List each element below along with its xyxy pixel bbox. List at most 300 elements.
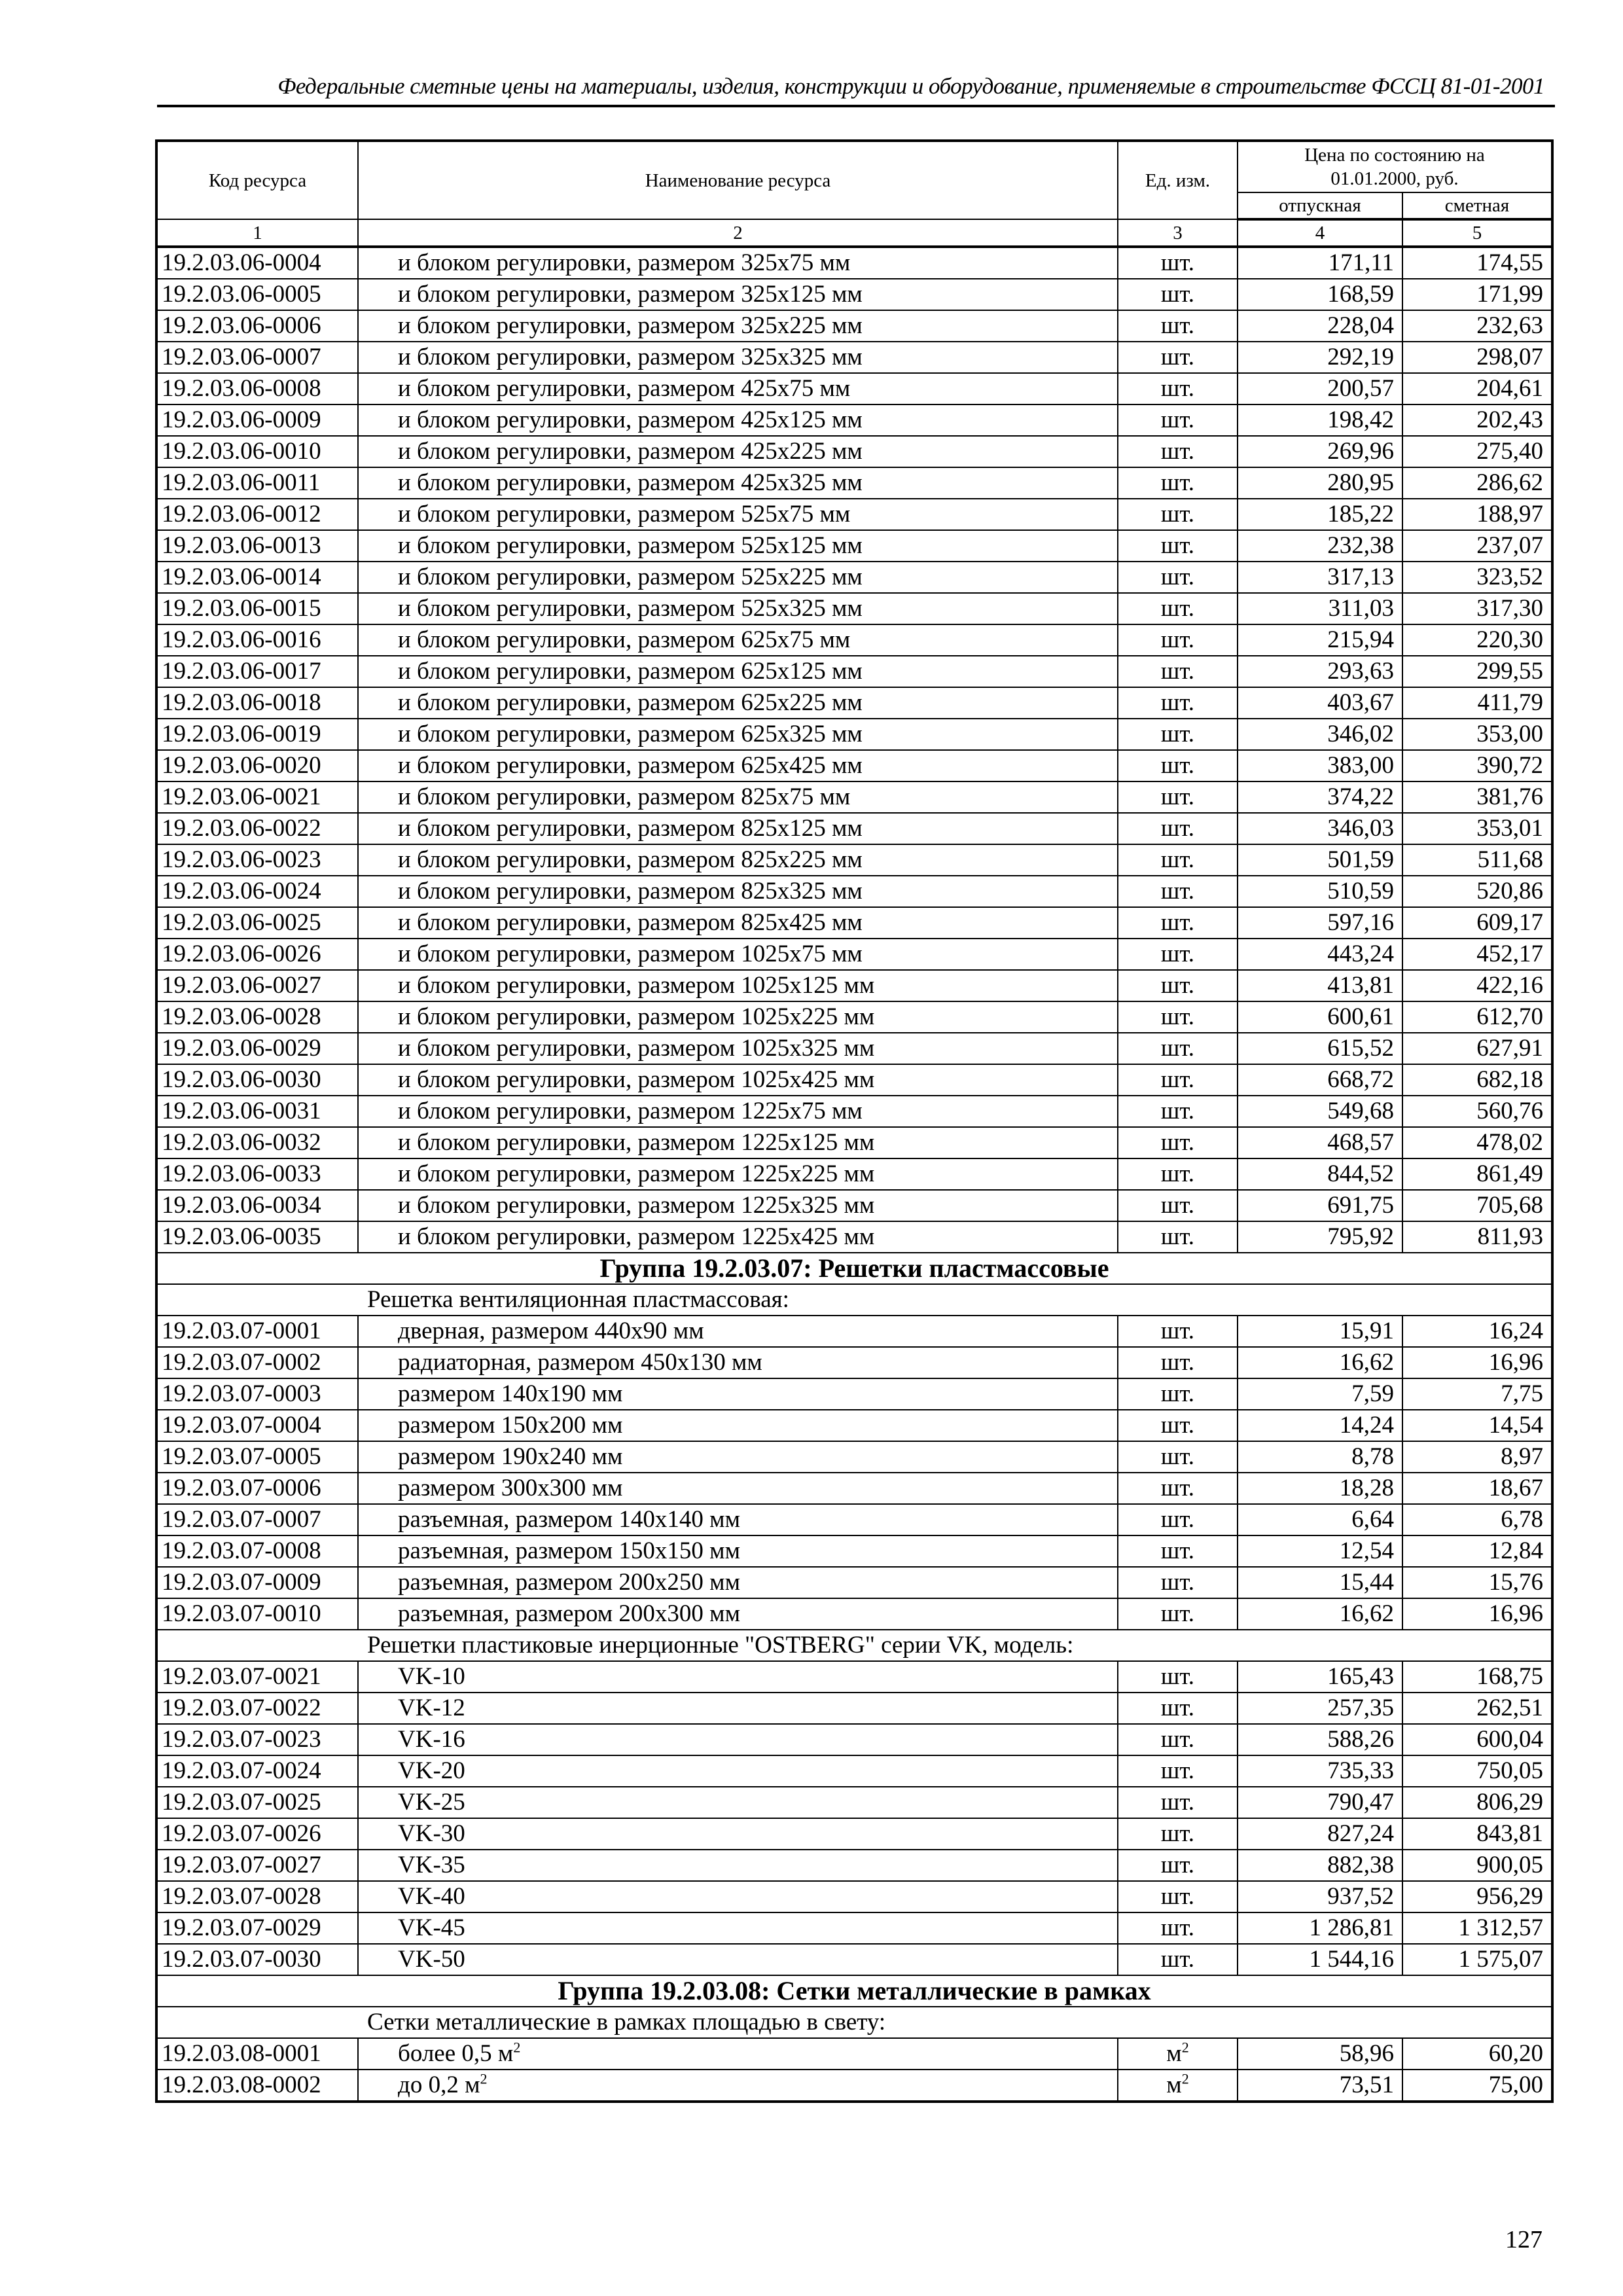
cell-price-estimate [1402,1693,1552,1724]
cell-name [358,1347,1118,1378]
cell-unit-text: шт. [1160,1380,1195,1407]
cell-price-release [1238,467,1402,499]
cell-name-text: и блоком регулировки, размером 825x225 мм [398,846,863,873]
cell-unit [1118,1535,1238,1567]
cell-price-estimate-text: 15,76 [1488,1569,1544,1596]
cell-name-text: и блоком регулировки, размером 425x225 мм [398,438,863,465]
cell-name-text: и блоком регулировки, размером 1025x425 мм [398,1066,875,1093]
cell-code-text: 19.2.03.07-0009 [162,1569,321,1596]
cell-unit-text: шт. [1160,344,1195,370]
cell-price-estimate-text: 298,07 [1476,344,1544,370]
cell-price-estimate [1402,1944,1552,1975]
cell-price-release [1238,530,1402,562]
subheading [156,1630,1552,1661]
cell-price-release [1238,1096,1402,1127]
table-row [156,1504,1552,1535]
cell-price-release-text: 198,42 [1327,406,1394,433]
cell-price-release-text: 1 286,81 [1309,1914,1394,1941]
cell-unit-text: шт. [1160,1820,1195,1847]
cell-price-release-text: 293,63 [1327,658,1394,685]
cell-code-text: 19.2.03.07-0026 [162,1820,321,1847]
table-row [156,624,1552,656]
header-name: Наименование ресурса [358,141,1118,219]
cell-price-release [1238,1064,1402,1096]
cell-price-release-text: 346,02 [1327,721,1394,747]
cell-name-text: и блоком регулировки, размером 625x425 мм [398,752,863,779]
table-row [156,1033,1552,1064]
table-row [156,1001,1552,1033]
cell-unit [1118,373,1238,404]
cell-price-release [1238,499,1402,530]
table-row [156,750,1552,781]
cell-unit [1118,1033,1238,1064]
cell-name-text: VK-16 [398,1726,465,1753]
cell-code [156,970,358,1001]
cell-price-release [1238,1221,1402,1253]
cell-price-estimate-text: 18,67 [1488,1475,1544,1501]
cell-price-estimate [1402,781,1552,813]
cell-price-estimate [1402,687,1552,719]
group-heading-text: Группа 19.2.03.07: Решетки пластмассовые [599,1253,1109,1283]
cell-unit-text: шт. [1160,658,1195,685]
cell-code [156,467,358,499]
cell-price-estimate-text: 204,61 [1476,375,1544,402]
cell-price-estimate [1402,2070,1552,2102]
cell-price-estimate [1402,530,1552,562]
cell-price-estimate [1402,373,1552,404]
cell-code-text: 19.2.03.06-0033 [162,1160,321,1187]
cell-price-estimate-text: 600,04 [1476,1726,1544,1753]
cell-unit-text: шт. [1160,564,1195,590]
cell-price-release-text: 7,59 [1351,1380,1394,1407]
cell-code [156,1881,358,1912]
table-row [156,1535,1552,1567]
cell-unit-text: шт. [1160,406,1195,433]
cell-unit-text: шт. [1160,1726,1195,1753]
cell-name [358,813,1118,844]
cell-name [358,310,1118,342]
cell-name [358,1033,1118,1064]
cell-unit [1118,2038,1238,2070]
cell-price-estimate-text: 381,76 [1476,783,1544,810]
subheading-text: Сетки металлические в рамках площадью в свету: [367,2009,886,2036]
cell-name [358,1661,1118,1693]
cell-price-estimate-text: 956,29 [1476,1883,1544,1910]
cell-name-text: VK-40 [398,1883,465,1910]
cell-name-text: и блоком регулировки, размером 625x225 мм [398,689,863,716]
cell-unit-text: шт. [1160,281,1195,308]
cell-price-release-text: 1 544,16 [1309,1946,1394,1973]
cell-name-text: и блоком регулировки, размером 825x125 мм [398,815,863,842]
cell-price-release-text: 937,52 [1327,1883,1394,1910]
cell-unit-text: шт. [1160,532,1195,559]
cell-price-estimate [1402,2038,1552,2070]
cell-code [156,1190,358,1221]
cell-code-text: 19.2.03.06-0005 [162,281,321,308]
cell-price-estimate [1402,310,1552,342]
cell-unit-text: шт. [1160,1129,1195,1156]
cell-code-text: 19.2.03.06-0028 [162,1003,321,1030]
cell-code [156,310,358,342]
cell-price-estimate-text: 1 575,07 [1458,1946,1544,1973]
cell-price-release [1238,1473,1402,1504]
subheading-text: Решетка вентиляционная пластмассовая: [367,1286,789,1313]
cell-name-text: VK-45 [398,1914,465,1941]
cell-price-estimate [1402,813,1552,844]
cell-price-estimate-text: 299,55 [1476,658,1544,685]
cell-unit-text: шт. [1160,1160,1195,1187]
header-code: Код ресурса [156,141,358,219]
cell-price-estimate [1402,1881,1552,1912]
cell-price-estimate [1402,1504,1552,1535]
cell-price-estimate-text: 75,00 [1488,2072,1544,2098]
cell-price-estimate [1402,1190,1552,1221]
cell-name [358,844,1118,876]
cell-name [358,1378,1118,1410]
cell-price-release-text: 374,22 [1327,783,1394,810]
cell-name [358,1158,1118,1190]
cell-code-text: 19.2.03.06-0022 [162,815,321,842]
cell-price-estimate [1402,750,1552,781]
cell-code [156,247,358,279]
cell-code-text: 19.2.03.06-0006 [162,312,321,339]
cell-name [358,1473,1118,1504]
cell-code-text: 19.2.03.06-0018 [162,689,321,716]
cell-code-text: 19.2.03.07-0022 [162,1695,321,1721]
cell-unit-text: шт. [1160,1035,1195,1062]
cell-price-release [1238,1347,1402,1378]
cell-unit [1118,1441,1238,1473]
subheading [156,1284,1552,1316]
cell-code [156,1473,358,1504]
table-row [156,1378,1552,1410]
cell-unit [1118,562,1238,593]
cell-name-text: размером 300x300 мм [398,1475,623,1501]
cell-name-text: разъемная, размером 200x250 мм [398,1569,741,1596]
cell-name [358,656,1118,687]
table-row [156,1127,1552,1158]
cell-price-estimate [1402,1535,1552,1567]
cell-code-text: 19.2.03.06-0029 [162,1035,321,1062]
cell-unit [1118,1881,1238,1912]
cell-price-release [1238,1787,1402,1818]
cell-price-estimate [1402,467,1552,499]
cell-code [156,593,358,624]
cell-code-text: 19.2.03.06-0016 [162,626,321,653]
cell-name [358,436,1118,467]
cell-code [156,907,358,939]
cell-price-release [1238,939,1402,970]
cell-unit-text: шт. [1160,469,1195,496]
cell-price-estimate [1402,1221,1552,1253]
cell-price-release [1238,593,1402,624]
cell-price-estimate [1402,1787,1552,1818]
cell-price-release-text: 501,59 [1327,846,1394,873]
superscript: 2 [1181,2070,1189,2087]
cell-unit [1118,1850,1238,1881]
cell-price-estimate [1402,342,1552,373]
group-heading [156,1253,1552,1284]
header-rule [157,105,1555,107]
cell-price-release-text: 691,75 [1327,1192,1394,1219]
cell-name [358,1881,1118,1912]
cell-unit-text: шт. [1160,1537,1195,1564]
cell-price-estimate-text: 900,05 [1476,1852,1544,1878]
cell-code [156,279,358,310]
cell-price-estimate [1402,436,1552,467]
cell-price-release [1238,1818,1402,1850]
cell-price-estimate [1402,1096,1552,1127]
cell-unit [1118,1158,1238,1190]
cell-price-release [1238,813,1402,844]
table-row [156,1818,1552,1850]
cell-name-text: и блоком регулировки, размером 625x75 мм [398,626,851,653]
running-head: Федеральные сметные цены на материалы, изделия, конструкции и оборудование, применяемые в строительстве ФССЦ 81-01-2001 [277,73,1544,99]
cell-price-release [1238,342,1402,373]
cell-price-estimate-text: 520,86 [1476,878,1544,905]
cell-unit [1118,310,1238,342]
cell-code-text: 19.2.03.07-0010 [162,1600,321,1627]
subheading-row [156,1284,1552,1316]
cell-code [156,1347,358,1378]
cell-name-text: и блоком регулировки, размером 1225x325 мм [398,1192,875,1219]
cell-unit-text: шт. [1160,1443,1195,1470]
cell-name-text: и блоком регулировки, размером 1025x225 мм [398,1003,875,1030]
cell-name-text: VK-35 [398,1852,465,1878]
cell-price-estimate-text: 682,18 [1476,1066,1544,1093]
cell-price-release-text: 171,11 [1328,249,1394,276]
cell-code [156,1693,358,1724]
cell-price-estimate-text: 16,96 [1488,1349,1544,1376]
cell-price-estimate-text: 16,24 [1488,1318,1544,1344]
group-heading [156,1975,1552,2007]
cell-name-text: более 0,5 м [398,2040,514,2067]
cell-code-text: 19.2.03.08-0002 [162,2072,321,2098]
cell-unit [1118,624,1238,656]
cell-price-release-text: 15,44 [1339,1569,1394,1596]
cell-name [358,530,1118,562]
cell-price-release [1238,1850,1402,1881]
table-row [156,1473,1552,1504]
cell-code-text: 19.2.03.07-0025 [162,1789,321,1816]
cell-code [156,687,358,719]
cell-name-text: размером 140x190 мм [398,1380,623,1407]
cell-name-text: и блоком регулировки, размером 825x75 мм [398,783,851,810]
cell-code [156,1787,358,1818]
cell-price-estimate-text: 861,49 [1476,1160,1544,1187]
cell-price-estimate-text: 750,05 [1476,1757,1544,1784]
cell-code [156,1598,358,1630]
cell-price-release-text: 12,54 [1339,1537,1394,1564]
group-heading-row [156,1975,1552,2007]
cell-price-release-text: 6,64 [1351,1506,1394,1533]
cell-code-text: 19.2.03.06-0017 [162,658,321,685]
table-row [156,1316,1552,1347]
cell-price-release [1238,1535,1402,1567]
table-body [156,247,1552,2102]
cell-name [358,1724,1118,1755]
cell-price-release-text: 58,96 [1339,2040,1394,2067]
cell-price-estimate [1402,1158,1552,1190]
cell-unit [1118,1378,1238,1410]
cell-name-text: и блоком регулировки, размером 825x325 мм [398,878,863,905]
cell-code [156,2070,358,2102]
cell-price-release-text: 882,38 [1327,1852,1394,1878]
cell-unit-text: шт. [1160,1600,1195,1627]
cell-price-release-text: 280,95 [1327,469,1394,496]
header-unit: Ед. изм. [1118,141,1238,219]
table-row [156,844,1552,876]
subheading [156,2007,1552,2038]
cell-price-release-text: 588,26 [1327,1726,1394,1753]
cell-price-release [1238,1158,1402,1190]
cell-code-text: 19.2.03.06-0019 [162,721,321,747]
cell-name [358,1441,1118,1473]
table-row [156,876,1552,907]
table-row [156,813,1552,844]
cell-name [358,1850,1118,1881]
cell-name [358,1567,1118,1598]
cell-code [156,1504,358,1535]
cell-code [156,1378,358,1410]
cell-name-text: и блоком регулировки, размером 525x325 мм [398,595,863,622]
cell-price-release-text: 185,22 [1327,501,1394,528]
cell-unit [1118,1724,1238,1755]
cell-price-estimate [1402,1378,1552,1410]
cell-price-estimate [1402,1598,1552,1630]
cell-price-estimate-text: 411,79 [1477,689,1544,716]
cell-code [156,1127,358,1158]
cell-unit-text: шт. [1160,1192,1195,1219]
cell-code-text: 19.2.03.06-0030 [162,1066,321,1093]
cell-unit-text: шт. [1160,878,1195,905]
cell-price-release-text: 403,67 [1327,689,1394,716]
cell-price-estimate [1402,624,1552,656]
cell-price-release [1238,750,1402,781]
cell-name-text: и блоком регулировки, размером 425x75 мм [398,375,851,402]
cell-price-estimate-text: 452,17 [1476,941,1544,967]
table-row [156,436,1552,467]
cell-unit-text: шт. [1160,1757,1195,1784]
table-row [156,1598,1552,1630]
cell-unit-text: шт. [1160,626,1195,653]
table-row [156,1221,1552,1253]
cell-code-text: 19.2.03.06-0008 [162,375,321,402]
cell-price-release-text: 228,04 [1327,312,1394,339]
cell-price-release-text: 269,96 [1327,438,1394,465]
cell-price-release-text: 168,59 [1327,281,1394,308]
cell-unit [1118,247,1238,279]
cell-code-text: 19.2.03.06-0026 [162,941,321,967]
cell-price-estimate [1402,562,1552,593]
cell-price-estimate [1402,1567,1552,1598]
cell-unit-text: шт. [1160,689,1195,716]
cell-unit-text: шт. [1160,1789,1195,1816]
cell-price-estimate [1402,499,1552,530]
cell-price-estimate [1402,656,1552,687]
cell-price-estimate [1402,1724,1552,1755]
header-price-group: Цена по состоянию на 01.01.2000, руб. [1238,141,1552,192]
superscript: 2 [513,2039,521,2056]
cell-unit [1118,1347,1238,1378]
cell-price-release-text: 257,35 [1327,1695,1394,1721]
cell-name-text: и блоком регулировки, размером 625x325 мм [398,721,863,747]
cell-unit [1118,1818,1238,1850]
cell-unit [1118,1598,1238,1630]
cell-code-text: 19.2.03.07-0004 [162,1412,321,1439]
cell-name-text: и блоком регулировки, размером 325x125 мм [398,281,863,308]
cell-price-release [1238,247,1402,279]
cell-code [156,939,358,970]
cell-price-estimate-text: 14,54 [1488,1412,1544,1439]
cell-code-text: 19.2.03.07-0023 [162,1726,321,1753]
cell-name-text: и блоком регулировки, размером 325x75 мм [398,249,851,276]
cell-name [358,593,1118,624]
cell-code [156,1850,358,1881]
cell-price-estimate-text: 317,30 [1476,595,1544,622]
cell-name [358,404,1118,436]
cell-price-release-text: 668,72 [1327,1066,1394,1093]
cell-name-text: и блоком регулировки, размером 525x125 мм [398,532,863,559]
cell-unit [1118,876,1238,907]
cell-price-release [1238,687,1402,719]
cell-price-release [1238,2070,1402,2102]
cell-name [358,687,1118,719]
cell-unit-text: шт. [1160,1098,1195,1124]
cell-price-estimate-text: 6,78 [1501,1506,1544,1533]
cell-name-text: разъемная, размером 200x300 мм [398,1600,741,1627]
cell-price-estimate [1402,1033,1552,1064]
cell-name [358,1096,1118,1127]
cell-code [156,436,358,467]
cell-code-text: 19.2.03.06-0015 [162,595,321,622]
cell-unit [1118,719,1238,750]
table-row [156,310,1552,342]
cell-unit-text: шт. [1160,1852,1195,1878]
cell-unit [1118,1221,1238,1253]
cell-code [156,342,358,373]
cell-name-text: и блоком регулировки, размером 1225x225 мм [398,1160,875,1187]
cell-unit [1118,1787,1238,1818]
cell-code [156,2038,358,2070]
cell-price-release-text: 510,59 [1327,878,1394,905]
cell-code-text: 19.2.03.07-0002 [162,1349,321,1376]
col-number: 5 [1402,219,1552,247]
cell-price-estimate-text: 627,91 [1476,1035,1544,1062]
cell-name [358,1127,1118,1158]
cell-price-release-text: 16,62 [1339,1600,1394,1627]
cell-price-release [1238,719,1402,750]
cell-price-release-text: 16,62 [1339,1349,1394,1376]
cell-name-text: и блоком регулировки, размером 1025x325 мм [398,1035,875,1062]
cell-unit-text: шт. [1160,1569,1195,1596]
cell-price-estimate-text: 353,00 [1476,721,1544,747]
cell-name [358,907,1118,939]
cell-code [156,1535,358,1567]
table-row [156,656,1552,687]
cell-code [156,1158,358,1190]
cell-code [156,1064,358,1096]
cell-unit-text: шт. [1160,1412,1195,1439]
cell-unit [1118,1944,1238,1975]
cell-unit [1118,593,1238,624]
cell-code [156,1410,358,1441]
cell-price-estimate-text: 560,76 [1476,1098,1544,1124]
table-row [156,2070,1552,2102]
cell-price-release-text: 597,16 [1327,909,1394,936]
cell-price-release [1238,279,1402,310]
cell-name-text: VK-25 [398,1789,465,1816]
